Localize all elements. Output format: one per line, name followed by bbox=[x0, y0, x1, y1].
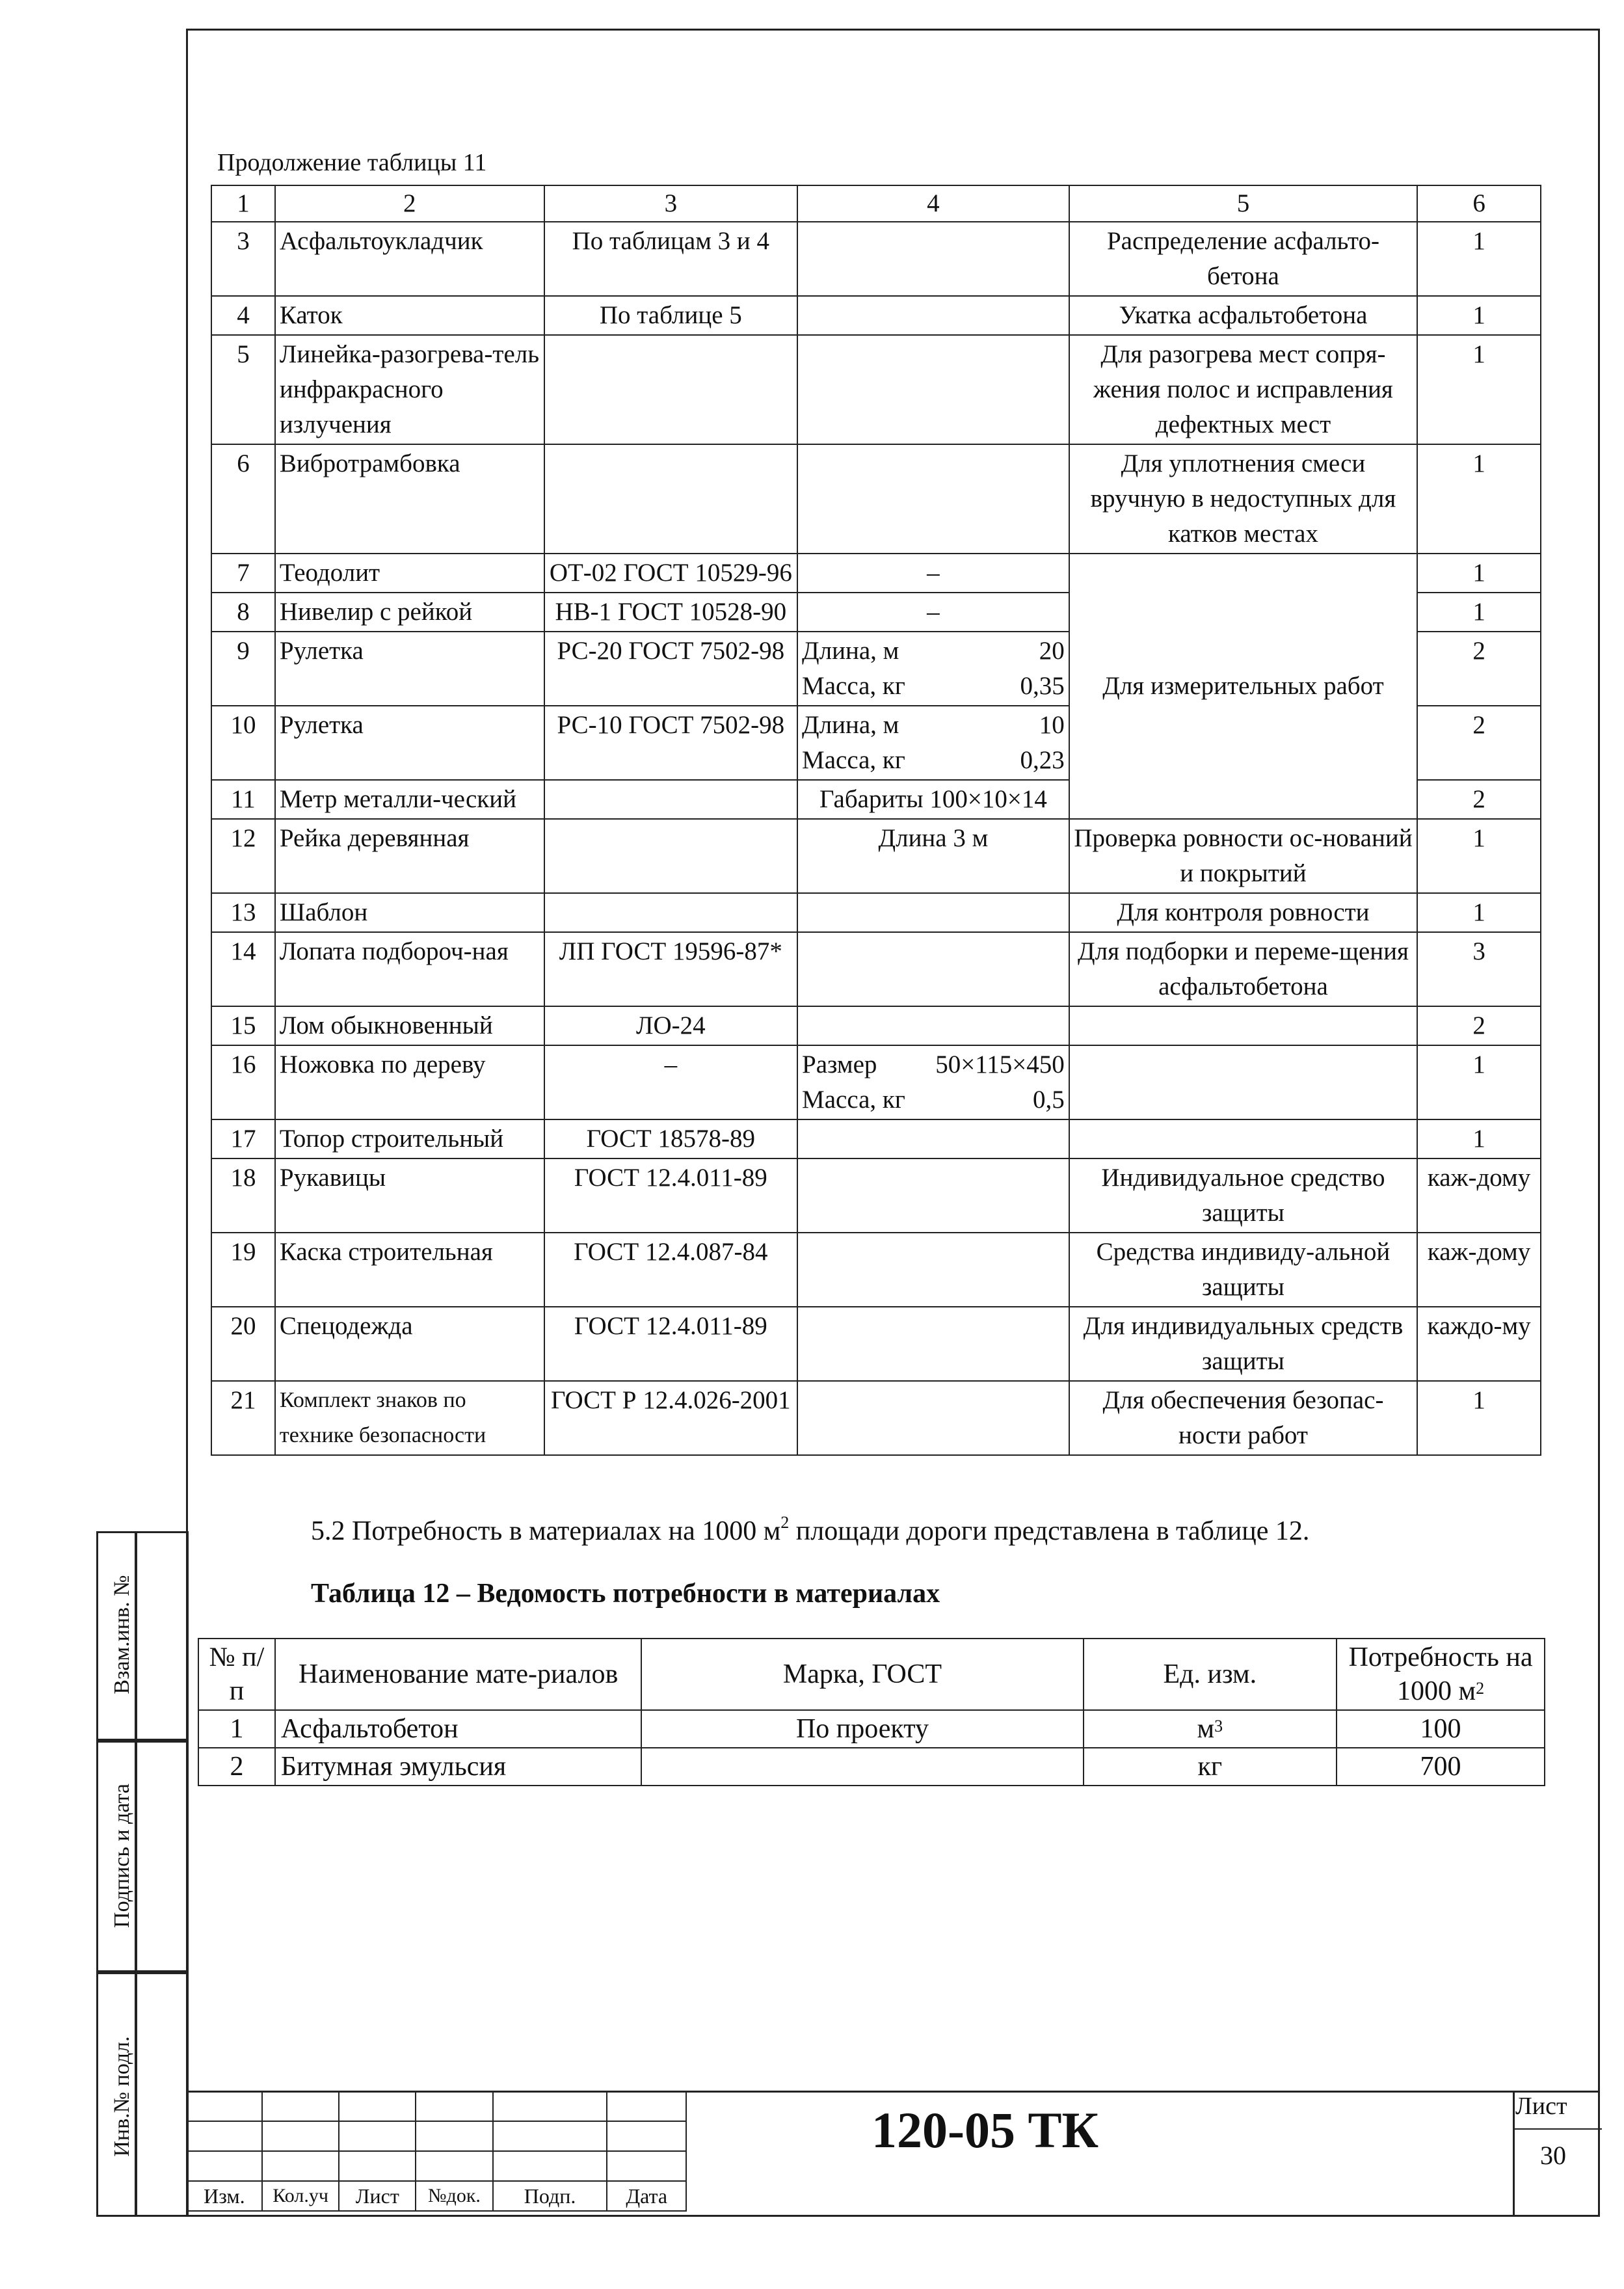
side-stamp bbox=[96, 1531, 187, 2217]
document-number: 120-05 ТК bbox=[872, 2102, 1099, 2158]
table-row: 1 Асфальтобетон По проекту $м^3$ 100 bbox=[198, 1710, 1545, 1748]
sheet-number: 30 bbox=[1540, 2141, 1566, 2170]
table-row: 17 Топор строительный ГОСТ 18578-89 1 bbox=[211, 1119, 1541, 1158]
table-row: 13 Шаблон Для контроля ровности 1 bbox=[211, 893, 1541, 932]
table-row: 5 Линейка-разогрева-тель инфракрасного излучения Для разогрева мест сопря-жения полос и исправления дефектных мест 1 bbox=[211, 335, 1541, 444]
table-header: 1 2 3 4 5 6 bbox=[211, 185, 1541, 222]
table12-title: Таблица 12 – Ведомость потребности в материалах bbox=[311, 1579, 940, 1609]
characteristics-cell: Длина, м 10 Масса, кг 0,23 bbox=[797, 706, 1069, 780]
table-12 bbox=[198, 1638, 1545, 1786]
table-row: 11 Метр металли-ческий Габариты 100×10×14 2 bbox=[211, 780, 1541, 819]
table-row: 8 Нивелир с рейкой НВ-1 ГОСТ 10528-90 – 1 bbox=[211, 593, 1541, 632]
table-row: 20 Спецодежда ГОСТ 12.4.011-89 Для индивидуальных средств защиты каждо-му bbox=[211, 1307, 1541, 1381]
table-row: 14 Лопата подбороч-ная ЛП ГОСТ 19596-87* Для подборки и переме-щения асфальтобетона 3 bbox=[211, 932, 1541, 1006]
table-11 bbox=[211, 185, 1541, 1456]
measuring-purpose: Для измерительных работ bbox=[1069, 554, 1417, 819]
table-header: № п/п Наименование мате-риалов Марка, ГОСТ Ед. изм. Потребность на 1000 $м^2$ bbox=[198, 1639, 1545, 1710]
table-row: 18 Рукавицы ГОСТ 12.4.011-89 Индивидуальное средство защиты каж-дому bbox=[211, 1158, 1541, 1233]
materials-intro: 5.2 Потребность в материалах на 1000 $м^2$ площади дороги представлена в таблице 12. bbox=[311, 1513, 1310, 1546]
table-row: 6 Вибротрамбовка Для уплотнения смеси вручную в недоступных для катков местах 1 bbox=[211, 444, 1541, 554]
table-row: 19 Каска строительная ГОСТ 12.4.087-84 Средства индивиду-альной защиты каж-дому bbox=[211, 1233, 1541, 1307]
title-block: Изм. Кол.уч Лист №док. Подп. Дата bbox=[186, 2091, 1600, 2217]
table-row: 3 Асфальтоукладчик По таблицам 3 и 4 Распределение асфальто-бетона 1 bbox=[211, 222, 1541, 296]
side-label-inv-original: Инв.№ подл. bbox=[110, 2036, 134, 2157]
table-row: 16 Ножовка по дереву – Размер 50×115×450 Масса, кг 0,5 1 bbox=[211, 1045, 1541, 1119]
table-row: 2 Битумная эмульсия кг 700 bbox=[198, 1748, 1545, 1786]
table-row: 7 Теодолит ОТ-02 ГОСТ 10529-96 – Для измерительных работ 1 bbox=[211, 554, 1541, 593]
side-label-replace-inv: Взам.инв. № bbox=[110, 1575, 134, 1694]
table-row: 21 Комплект знаков по технике безопасности ГОСТ Р 12.4.026-2001 Для обеспечения безопас-ности работ 1 bbox=[211, 1381, 1541, 1455]
table-row: 4 Каток По таблице 5 Укатка асфальтобетона 1 bbox=[211, 296, 1541, 335]
table-row: 9 Рулетка РС-20 ГОСТ 7502-98 Длина, м 20 Масса, кг 0,35 2 bbox=[211, 632, 1541, 706]
side-label-signature-date: Подпись и дата bbox=[110, 1784, 134, 1928]
table-row: 12 Рейка деревянная Длина 3 м Проверка ровности ос-нований и покрытий 1 bbox=[211, 819, 1541, 893]
characteristics-cell: Длина, м 20 Масса, кг 0,35 bbox=[797, 632, 1069, 706]
table-row: 15 Лом обыкновенный ЛО-24 2 bbox=[211, 1006, 1541, 1045]
table-row: 10 Рулетка РС-10 ГОСТ 7502-98 Длина, м 10 Масса, кг 0,23 2 bbox=[211, 706, 1541, 780]
table11-caption: Продолжение таблицы 11 bbox=[217, 149, 487, 176]
sheet-label: Лист bbox=[1515, 2093, 1567, 2120]
characteristics-cell: Размер 50×115×450 Масса, кг 0,5 bbox=[797, 1045, 1069, 1119]
